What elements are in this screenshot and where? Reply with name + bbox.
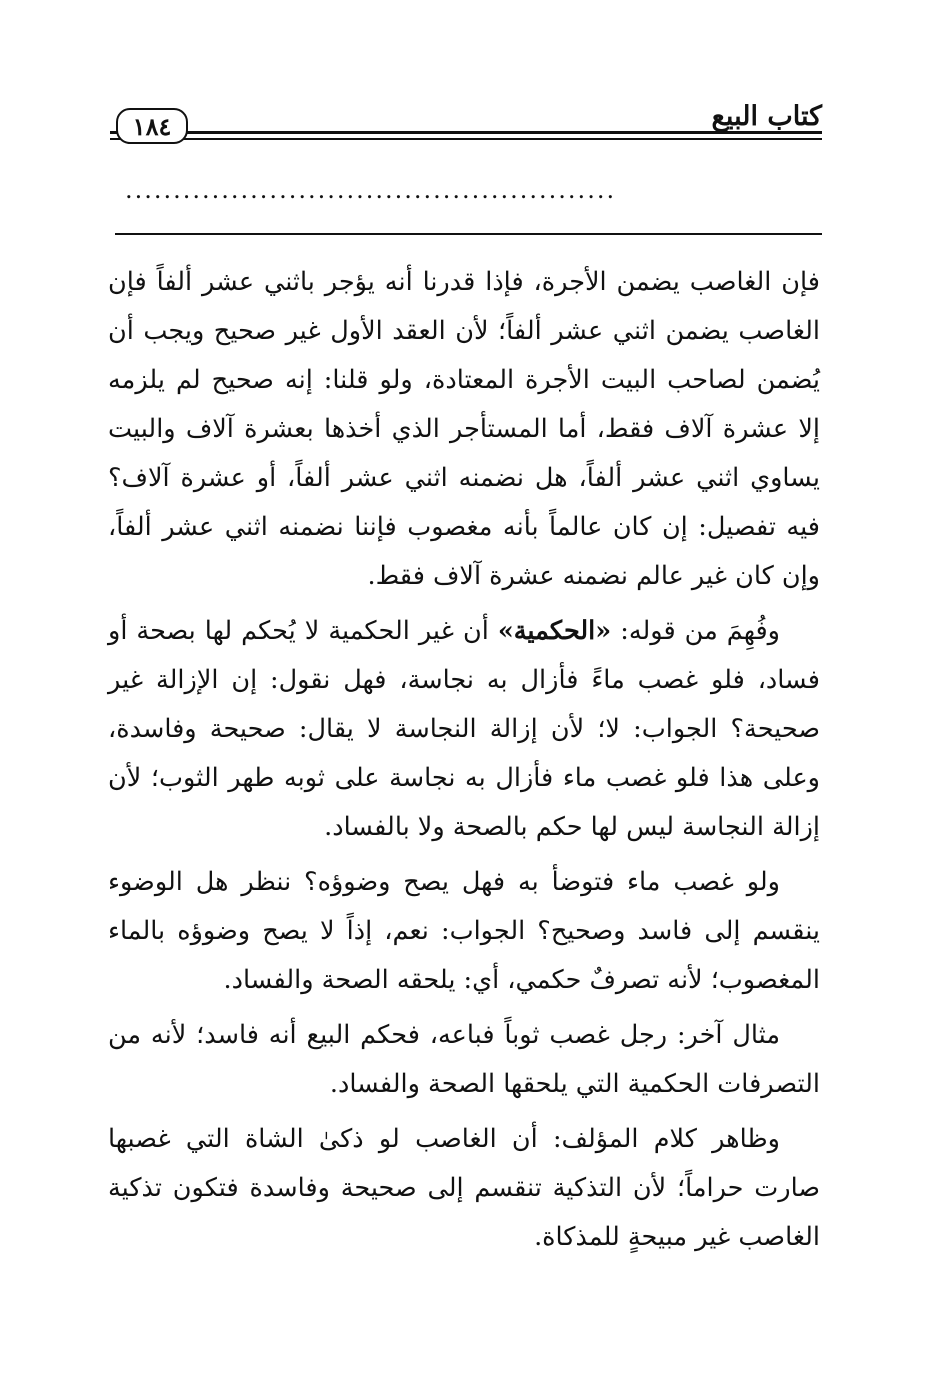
paragraph-4: مثال آخر: رجل غصب ثوباً فباعه، فحكم البيع أنه فاسد؛ لأنه من التصرفات الحكمية التي يلحقها الصحة والفساد. (108, 1020, 820, 1099)
page-number: ١٨٤ (116, 108, 188, 144)
paragraph-2 (108, 607, 820, 852)
paragraph-1: فإن الغاصب يضمن الأجرة، فإذا قدرنا أنه يؤجر باثني عشر ألفاً فإن الغاصب يضمن اثني عشر ألفاً؛ لأن العقد الأول غير صحيح ويجب أن يُضمن لصاحب البيت الأجرة المعتادة، ولو قلنا: إنه صحيح لم يلزمه إلا عشرة آلاف فقط، أما المستأجر الذي أخذها بعشرة آلاف والبيت يساوي اثني عشر ألفاً، هل نضمنه اثني عشر ألفاً، أو عشرة آلاف؟ فيه تفصيل: إن كان عالماً بأنه مغصوب فإننا نضمنه اثني عشر ألفاً، وإن كان غير عالم نضمنه عشرة آلاف فقط. (108, 267, 820, 591)
paragraph-3: ولو غصب ماء فتوضأ به فهل يصح وضوؤه؟ ننظر هل الوضوء ينقسم إلى فاسد وصحيح؟ الجواب: نعم، إذاً لا يصح وضوؤه بالماء المغصوب؛ لأنه تصرفٌ حكمي، أي: يلحقه الصحة والفساد. (108, 867, 820, 995)
content-separator (115, 233, 822, 235)
running-title: كتاب البيع (711, 101, 822, 132)
ellipsis-dots: ................................................... (125, 176, 617, 204)
paragraph-2-rest: أن غير الحكمية لا يُحكم لها بصحة أو فساد، فلو غصب ماءً فأزال به نجاسة، فهل نقول: إن الإزالة غير صحيحة؟ الجواب: لا؛ لأن إزالة النجاسة لا يقال: صحيحة وفاسدة، وعلى هذا فلو غصب ماء فأزال به نجاسة على ثوبه طهر الثوب؛ لأن إزالة النجاسة ليس لها حكم بالصحة ولا بالفساد. (108, 616, 820, 842)
paragraph-2-intro: وفُهِمَ من قوله: (611, 616, 780, 646)
quoted-term: «الحكمية» (497, 616, 612, 646)
header-rule-thin (110, 138, 822, 140)
paragraph-5: وظاهر كلام المؤلف: أن الغاصب لو ذكىٰ الشاة التي غصبها صارت حراماً؛ لأن التذكية تنقسم إلى صحيحة وفاسدة فتكون تذكية الغاصب غير مبيحةٍ للمذكاة. (108, 1124, 820, 1252)
page-header (110, 95, 822, 165)
page-body (108, 258, 820, 1268)
